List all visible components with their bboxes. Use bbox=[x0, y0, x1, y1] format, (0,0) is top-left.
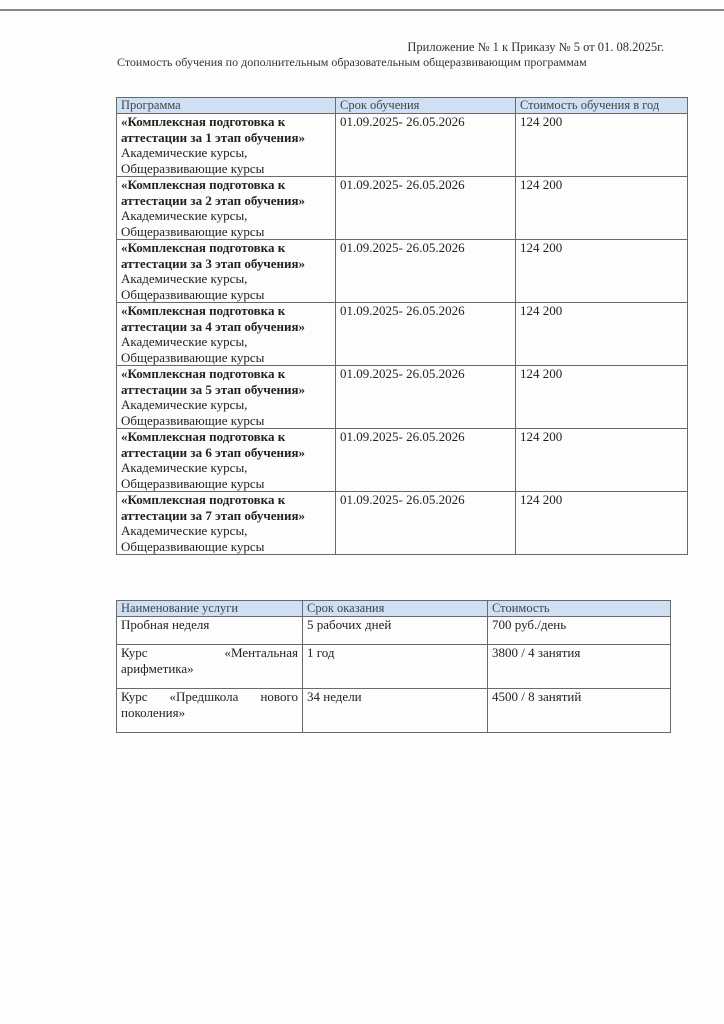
program-title: «Комплексная подготовка к аттестации за 1 этап обучения» bbox=[121, 114, 305, 145]
column-header-price: Стоимость обучения в год bbox=[516, 98, 688, 114]
term-cell: 01.09.2025- 26.05.2026 bbox=[336, 366, 516, 429]
program-cell bbox=[117, 366, 336, 429]
services-table bbox=[116, 600, 671, 733]
program-title: «Комплексная подготовка к аттестации за 4 этап обучения» bbox=[121, 303, 305, 334]
table-row bbox=[117, 303, 688, 366]
column-header-service-term: Срок оказания bbox=[303, 601, 488, 617]
program-subtitle: Академические курсы, Общеразвивающие курсы bbox=[121, 271, 265, 302]
table-row bbox=[117, 366, 688, 429]
program-subtitle: Академические курсы, Общеразвивающие курсы bbox=[121, 145, 265, 176]
table-row bbox=[117, 429, 688, 492]
price-cell: 124 200 bbox=[516, 114, 688, 177]
term-cell: 01.09.2025- 26.05.2026 bbox=[336, 429, 516, 492]
program-cell bbox=[117, 240, 336, 303]
term-cell: 01.09.2025- 26.05.2026 bbox=[336, 114, 516, 177]
service-term-cell: 34 недели bbox=[303, 689, 488, 733]
program-subtitle: Академические курсы, Общеразвивающие курсы bbox=[121, 523, 265, 554]
program-cell bbox=[117, 114, 336, 177]
service-price-cell: 4500 / 8 занятий bbox=[488, 689, 671, 733]
table-row bbox=[117, 177, 688, 240]
price-cell: 124 200 bbox=[516, 177, 688, 240]
table-header-row bbox=[117, 98, 688, 114]
table-row bbox=[117, 617, 671, 645]
term-cell: 01.09.2025- 26.05.2026 bbox=[336, 177, 516, 240]
service-name-cell: Пробная неделя bbox=[117, 617, 303, 645]
program-cell bbox=[117, 177, 336, 240]
price-cell: 124 200 bbox=[516, 303, 688, 366]
column-header-service-price: Стоимость bbox=[488, 601, 671, 617]
program-subtitle: Академические курсы, Общеразвивающие курсы bbox=[121, 397, 265, 428]
programs-table bbox=[116, 97, 688, 555]
program-subtitle: Академические курсы, Общеразвивающие курсы bbox=[121, 460, 265, 491]
table-row bbox=[117, 240, 688, 303]
column-header-service-name: Наименование услуги bbox=[117, 601, 303, 617]
term-cell: 01.09.2025- 26.05.2026 bbox=[336, 240, 516, 303]
program-title: «Комплексная подготовка к аттестации за 6 этап обучения» bbox=[121, 429, 305, 460]
program-subtitle: Академические курсы, Общеразвивающие курсы bbox=[121, 208, 265, 239]
program-title: «Комплексная подготовка к аттестации за 7 этап обучения» bbox=[121, 492, 305, 523]
service-price-cell: 3800 / 4 занятия bbox=[488, 645, 671, 689]
term-cell: 01.09.2025- 26.05.2026 bbox=[336, 303, 516, 366]
program-title: «Комплексная подготовка к аттестации за 3 этап обучения» bbox=[121, 240, 305, 271]
column-header-term: Срок обучения bbox=[336, 98, 516, 114]
program-cell bbox=[117, 492, 336, 555]
program-cell bbox=[117, 429, 336, 492]
column-header-program: Программа bbox=[117, 98, 336, 114]
price-cell: 124 200 bbox=[516, 429, 688, 492]
program-cell bbox=[117, 303, 336, 366]
program-title: «Комплексная подготовка к аттестации за 5 этап обучения» bbox=[121, 366, 305, 397]
service-name-cell: Курс «Ментальная арифметика» bbox=[117, 645, 303, 689]
table-row bbox=[117, 492, 688, 555]
price-cell: 124 200 bbox=[516, 492, 688, 555]
table-row bbox=[117, 689, 671, 733]
service-term-cell: 5 рабочих дней bbox=[303, 617, 488, 645]
table-row bbox=[117, 645, 671, 689]
service-name-cell: Курс «Предшкола нового поколения» bbox=[117, 689, 303, 733]
service-term-cell: 1 год bbox=[303, 645, 488, 689]
appendix-reference: Приложение № 1 к Приказу № 5 от 01. 08.2025г. bbox=[407, 40, 664, 54]
table-header-row bbox=[117, 601, 671, 617]
program-subtitle: Академические курсы, Общеразвивающие курсы bbox=[121, 334, 265, 365]
term-cell: 01.09.2025- 26.05.2026 bbox=[336, 492, 516, 555]
table-row bbox=[117, 114, 688, 177]
service-price-cell: 700 руб./день bbox=[488, 617, 671, 645]
price-cell: 124 200 bbox=[516, 366, 688, 429]
price-cell: 124 200 bbox=[516, 240, 688, 303]
document-title: Стоимость обучения по дополнительным образовательным общеразвивающим программам bbox=[117, 55, 587, 69]
scan-edge-line bbox=[0, 9, 724, 11]
program-title: «Комплексная подготовка к аттестации за 2 этап обучения» bbox=[121, 177, 305, 208]
